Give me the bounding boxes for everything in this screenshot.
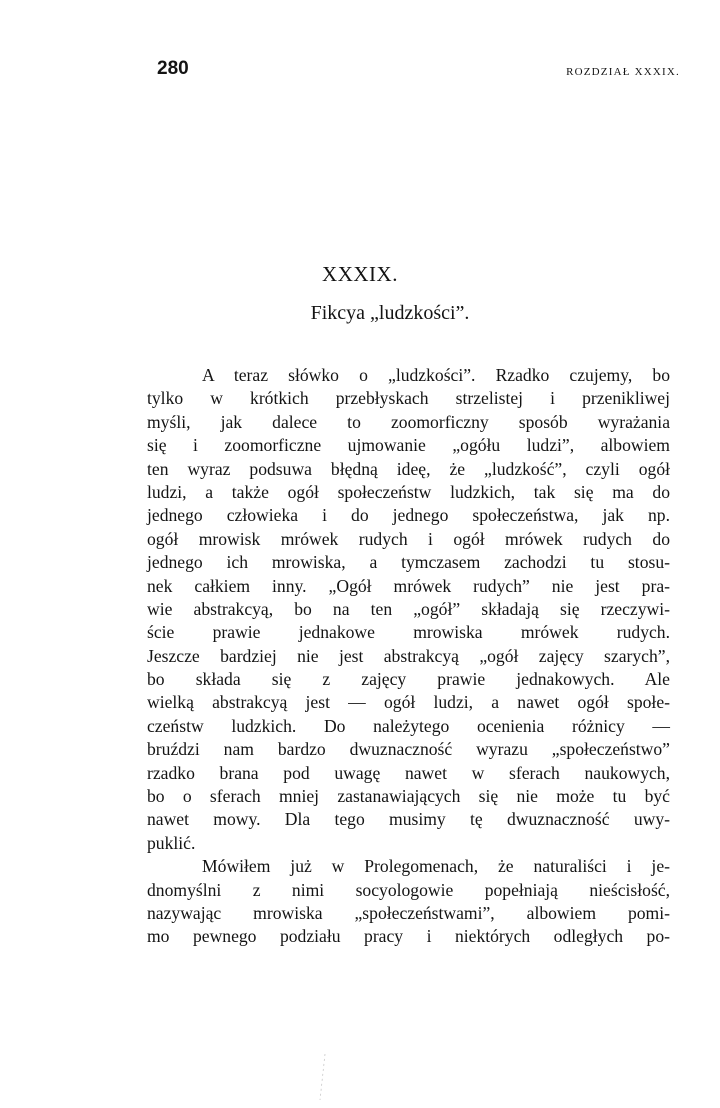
text-line: się i zoomorficzne ujmowanie „ogółu ludzi”, albowiem xyxy=(147,435,670,456)
text-line: bo składa się z zajęcy prawie jednakowych. Ale xyxy=(147,669,670,690)
text-line: jednego człowieka i do jednego społeczeństwa, jak np. xyxy=(147,505,670,526)
text-line: jednego ich mrowiska, a tymczasem zachodzi tu stosu- xyxy=(147,552,670,573)
text-line: Jeszcze bardziej nie jest abstrakcyą „ogół zajęcy szarych”, xyxy=(147,645,670,666)
text-line: mo pewnego podziału pracy i niektórych odległych po- xyxy=(147,926,670,947)
text-line: nazywając mrowiska „społeczeństwami”, albowiem pomi- xyxy=(147,902,670,923)
text-line: ście prawie jednakowe mrowiska mrówek rudych. xyxy=(147,622,670,643)
text-line: nek całkiem inny. „Ogół mrówek rudych” nie jest pra- xyxy=(147,575,670,596)
text-line: czeństw ludzkich. Do należytego ocenienia różnicy — xyxy=(147,715,670,736)
text-line: Mówiłem już w Prolegomenach, że naturaliści i je- xyxy=(202,856,670,877)
text-line: ten wyraz podsuwa błędną ideę, że „ludzkość”, czyli ogół xyxy=(147,458,670,479)
text-line: bo o sferach mniej zastanawiających się nie może tu być xyxy=(147,786,670,807)
body-text xyxy=(147,364,670,949)
text-line: tylko w krótkich przebłyskach strzelistej i przenikliwej xyxy=(147,388,670,409)
text-line: A teraz słówko o „ludzkości”. Rzadko czujemy, bo xyxy=(202,365,670,385)
text-line: dnomyślni z nimi socyologowie popełniają nieścisłość, xyxy=(147,879,670,900)
text-line: ludzi, a także ogół społeczeństw ludzkich, tak się ma do xyxy=(147,481,670,502)
text-line: wielką abstrakcyą jest — ogół ludzi, a nawet ogół społe- xyxy=(147,692,670,713)
text-line: myśli, jak dalece to zoomorficzny sposób wyrażania xyxy=(147,411,670,432)
text-line: ogół mrowisk mrówek rudych i ogół mrówek rudych do xyxy=(147,528,670,549)
chapter-title: Fikcya „ludzkości”. xyxy=(310,302,470,324)
page-number: 280 xyxy=(157,58,189,79)
text-line: rzadko brana pod uwagę nawet w sferach naukowych, xyxy=(147,762,670,783)
chapter-number: XXXIX. xyxy=(322,262,398,286)
text-line: bruździ nam bardzo dwuznaczność wyrazu „społeczeństwo” xyxy=(147,739,670,760)
text-line: nawet mowy. Dla tego musimy tę dwuznaczność uwy- xyxy=(147,809,670,830)
text-line: wie abstrakcyą, bo na ten „ogół” składają się rzeczywi- xyxy=(147,598,670,619)
text-line: puklić. xyxy=(147,832,196,853)
scan-artifact xyxy=(318,1052,328,1102)
running-head: ROZDZIAŁ XXXIX. xyxy=(566,66,680,78)
